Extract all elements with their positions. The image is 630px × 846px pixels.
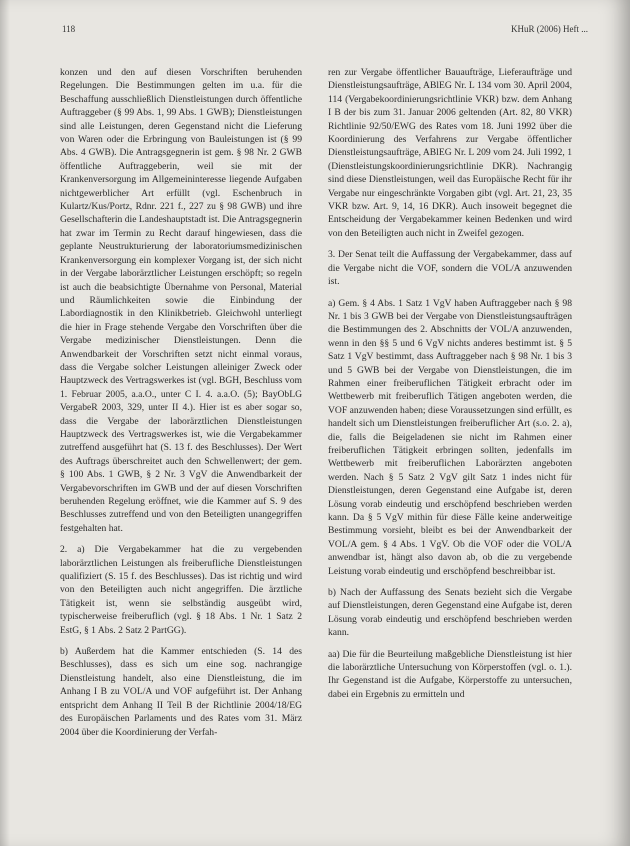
paragraph: b) Außerdem hat die Kammer entschieden (S. 14 des Beschlusses), dass es sich um eine sog. nachrangige Dienstleistung handelt, also eine Dienstleistung, die im Anhang I B zu VOL/A und VOF aufgeführt ist. Der Anhang entspricht dem Anhang II Teil B der Richtlinie 2004/18/EG des Europäischen Parlaments und des Rates vom 31. März 2004 über die Koordinierung der Verfah-: [60, 646, 302, 738]
page-header: [62, 24, 588, 38]
right-column: [328, 66, 572, 709]
paragraph: konzen und den auf diesen Vorschriften beruhenden Regelungen. Die Bestimmungen gelten im u.a. für die Beschaffung ausschließlich Dienstleistungen durch öffentliche Auftraggeber (§ 99 Abs. 1, 99 Abs. 1 GWB); Dienstleistungen sind alle Leistungen, deren Gegenstand nicht die Lieferung von Waren oder die Erbringung von Bauleistungen ist (§ 99 Abs. 4 GWB). Die Antragsgegnerin ist gem. § 98 Nr. 2 GWB öffentliche Auftraggeberin, weil sie mit der Krankenversorgung im Allgemeininteresse liegende Aufgaben nichtgewerblicher Art erfüllt (vgl. Eschenbruch in Kulartz/Kus/Portz, Rdnr. 221 f., 227 zu § 98 GWB) und ihre Gesellschafterin die Landeshauptstadt ist. Die Antragsgegnerin hat zwar im Termin zu Recht darauf hingewiesen, dass die geplante Neustrukturierung der laboratoriumsmedizinischen Krankenversorgung ein komplexer Vorgang ist, der sich nicht in der Vergabe laborärztlicher Leistungen erschöpft; so regeln ist auch die beabsichtigte Übernahme von Personal, Material und Räumlichkeiten sowie die Einbindung der Labordiagnostik in den Klinikbetrieb. Gleichwohl unterliegt die hier in Frage stehende Vergabe den Vorschriften über die Vergabe medizinischer Dienstleistungen. Denn die Anwendbarkeit der Vorschriften setzt nicht einmal voraus, dass die Vergabe solcher Leistungen alleiniger Zweck oder Hauptzweck des Vertragswerkes ist (vgl. BGH, Beschluss vom 1. Februar 2005, a.a.O., unter C I. 4. a.a.O. (5); BayObLG VergabeR 2003, 329, unter II 4.). Hier ist es aber sogar so, dass die Vergabe der laborärztlichen Dienstleistungen Hauptzweck des Vertragswerkes ist, wie die Vergabekammer zutreffend ausgeführt hat (S. 13 f. des Beschlusses). Der Wert des Auftrags überschreitet auch den Schwellenwert; der gem. § 100 Abs. 1 GWB, § 2 Nr. 3 VgV die Anwendbarkeit der Vergabevorschriften im GWB und der auf diesen Vorschriften beruhenden Regelung eröffnet, wie die Kammer auf S. 9 des Beschlusses zutreffend und von den Beteiligten unangegriffen festgehalten hat.: [60, 67, 302, 534]
page-edge-shadow: [0, 0, 10, 846]
paragraph: 3. Der Senat teilt die Auffassung der Vergabekammer, dass auf die Vergabe nicht die VOF, sondern die VOL/A anzuwenden ist.: [328, 249, 572, 288]
paragraph: b) Nach der Auffassung des Senats bezieht sich die Vergabe auf Dienstleistungen, deren Gegenstand eine Aufgabe ist, deren Lösung vorab eindeutig und erschöpfend beschrieben werden kann.: [328, 587, 572, 639]
paragraph: aa) Die für die Beurteilung maßgebliche Dienstleistung ist hier die laborärztliche Untersuchung von Körperstoffen (vgl. o. 1.). Ihr Gegenstand ist die Aufgabe, Körperstoffe zu untersuchen, dabei ein Ergebnis zu ermitteln und: [328, 648, 572, 700]
paragraph: ren zur Vergabe öffentlicher Bauaufträge, Lieferaufträge und Dienstleistungsaufträge, ABlEG Nr. L 134 vom 30. April 2004, 114 (Vergabekoordinierungsrichtlinie VKR) bzw. dem Anhang I B der bis zum 31. Januar 2006 geltenden (Art. 82, 80 VKR) Richtlinie 92/50/EWG des Rates vom 18. Juni 1992 über die Koordinierung des Verfahrens zur Vergabe öffentlicher Dienstleistungsaufträge, ABlEG Nr. L 209 vom 24. Juli 1992, 1 (Dienstleistungskoordinierungsrichtlinie DKR). Nachrangig sind diese Dienstleistungen, weil das Europäische Recht für ihr Vergabe nur eingeschränkte Vorgaben gibt (vgl. Art. 21, 23, 35 VKR bzw. Art. 9, 14, 16 DKR). Auch insoweit begegnet die Entscheidung der Vergabekammer keinen Bedenken und wird von den Beteiligten auch nicht in Zweifel gezogen.: [328, 67, 572, 239]
paragraph: a) Gem. § 4 Abs. 1 Satz 1 VgV haben Auftraggeber nach § 98 Nr. 1 bis 3 GWB bei der Vergabe von Dienstleistungsaufträgen die Bestimmungen des 2. Abschnitts der VOL/A anzuwenden, wenn in den §§ 5 und 6 VgV nichts anderes bestimmt ist. § 5 Satz 1 VgV bestimmt, dass Auftraggeber nach § 98 Nr. 1 bis 3 und 5 GWB bei der Vergabe von Dienstleistungen, die im Rahmen einer freiberuflichen Tätigkeit erbracht oder im Wettbewerb mit freiberuflich Tätigen angeboten werden, die VOF anzuwenden haben; diese Voraussetzungen sind erfüllt, es handelt sich um Dienstleistungen freiberuflicher Art (s.o. 2. a), die, falls die Beigeladenen sie nicht im Rahmen einer freiberuflichen Tätigkeit erbringen sollten, jedenfalls im Wettbewerb mit freiberuflichen Laborärzten angeboten werden. Nach § 5 Satz 2 VgV gilt Satz 1 indes nicht für Dienstleistungen, deren Gegenstand eine Aufgabe ist, deren Lösung vorab eindeutig und erschöpfend beschrieben werden kann. Da § 5 VgV mithin für diese Fälle keine anderweitige Bestimmung vorsieht, bleibt es bei der Anwendbarkeit der VOL/A gem. § 4 Abs. 1 VgV. Ob die VOF oder die VOL/A anwendbar ist, hängt also davon ab, ob die zu vergebende Leistung vorab eindeutig und erschöpfend beschreibbar ist.: [328, 297, 572, 577]
page-number: 118: [62, 24, 76, 34]
left-column: [60, 66, 302, 747]
running-title: KHuR (2006) Heft ...: [511, 24, 588, 34]
paragraph: 2. a) Die Vergabekammer hat die zu vergebenden laborärztlichen Leistungen als freiberufliche Dienstleistungen qualifiziert (S. 15 f. des Beschlusses). Das ist richtig und wird von den Beteiligten auch nicht angegriffen. Die ärztliche Tätigkeit ist, wenn sie selbständig ausgeübt wird, typischerweise freiberuflich (vgl. § 18 Abs. 1 Nr. 1 Satz 2 EstG, § 1 Abs. 2 Satz 2 PartGG).: [60, 544, 302, 636]
